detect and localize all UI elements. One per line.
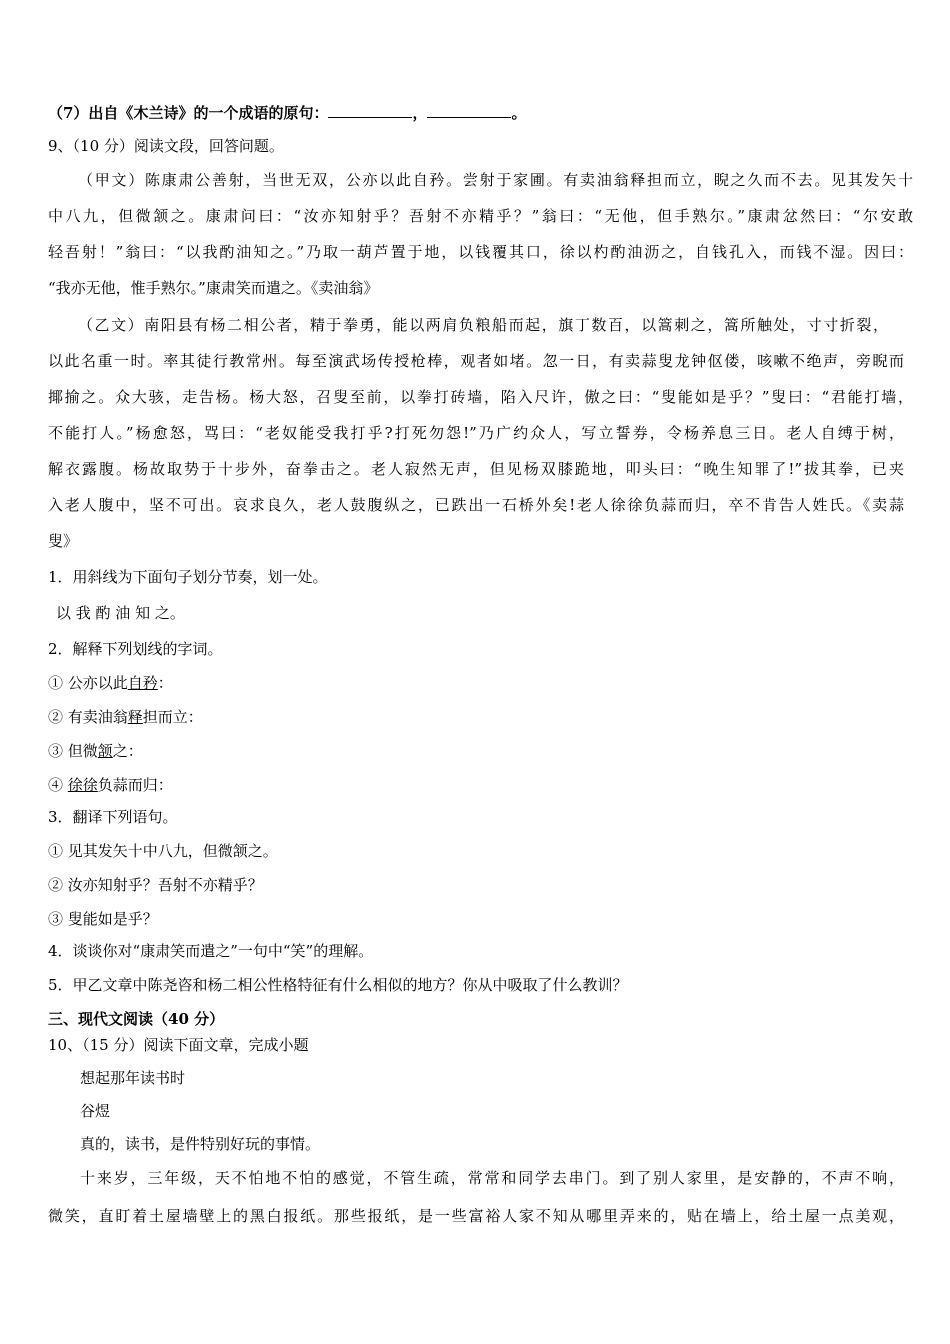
- item-text: ② 有卖油翁: [48, 708, 128, 726]
- q9-sub1-sentence: 以 我 酌 油 知 之。: [56, 604, 185, 622]
- underlined-word: 自矜: [127, 674, 158, 692]
- yi-line-5: 解衣露腹。杨故取势于十步外，奋拳击之。老人寂然无声，但见杨双膝跪地，叩头曰：“晚生知罪了!”拔其拳，已夹: [48, 460, 904, 478]
- underlined-word: 徐徐: [67, 776, 98, 794]
- article-author: 谷煜: [80, 1102, 111, 1120]
- q9-sub3-item-1: ① 见其发矢十中八九，但微颔之。: [48, 842, 278, 860]
- q9-sub2-item-4: [48, 775, 918, 795]
- item-text: 负蒜而归：: [97, 776, 173, 794]
- underlined-word: 释: [127, 708, 143, 726]
- q10-header: 10、（15 分）阅读下面文章，完成小题: [48, 1036, 309, 1054]
- yi-line-6: 入老人腹中，坚不可出。哀求良久，老人鼓腹纵之，已跌出一石桥外矣!老人徐徐负蒜而归，卒不肯告人姓氏。《卖蒜: [48, 496, 904, 514]
- item-text: 之：: [112, 742, 143, 760]
- q7-blank-2[interactable]: [427, 102, 511, 118]
- yi-line-4: 不能打人。”杨愈怒，骂曰：“老奴能受我打乎?打死勿怨!”乃广约众人，写立誓券，令杨养息三日。老人自缚于树，: [48, 424, 904, 442]
- q7-end: 。: [511, 104, 527, 122]
- q9-header: 9、（10 分）阅读文段，回答问题。: [48, 137, 284, 155]
- q9-sub3-item-2: ② 汝亦知射乎？吾射不亦精乎？: [48, 876, 263, 894]
- item-text: ③ 但微: [48, 742, 98, 760]
- jia-line-1: （甲文）陈康肃公善射，当世无双，公亦以此自矜。尝射于家圃。有卖油翁释担而立，睨之久而不去。见其发矢十: [78, 171, 913, 189]
- underlined-word: 颔: [97, 742, 113, 760]
- yi-line-2: 以此名重一时。率其徒行教常州。每至演武场传授枪棒，观者如堵。忽一日，有卖蒜叟龙钟伛偻，咳嗽不绝声，旁睨而: [48, 352, 904, 370]
- q9-sub3: 3．翻译下列语句。: [48, 808, 178, 826]
- article-paragraph-2-line-1: 十来岁，三年级，天不怕地不怕的感觉，不管生疏，常常和同学去串门。到了别人家里，是安静的，不声不响，: [80, 1169, 904, 1187]
- jia-line-4: “我亦无他，惟手熟尔。”康肃笑而遣之。《卖油翁》: [48, 279, 379, 297]
- item-text: ④: [48, 776, 68, 794]
- yi-line-3: 揶揄之。众大骇，走告杨。杨大怒，召叟至前，以拳打砖墙，陷入尺许，傲之曰：“叟能如是乎？”叟曰：“君能打墙，: [48, 388, 913, 406]
- q9-sub2: 2．解释下列划线的字词。: [48, 640, 223, 658]
- q9-sub3-item-3: ③ 叟能如是乎？: [48, 910, 158, 928]
- article-paragraph-2-line-2: 微笑，直盯着土屋墙壁上的黑白报纸。那些报纸，是一些富裕人家不知从哪里弄来的，贴在墙上，给土屋一点美观，: [48, 1207, 904, 1225]
- q7-prefix: （7）出自《木兰诗》的一个成语的原句：: [48, 104, 329, 122]
- item-text: ① 公亦以此: [48, 674, 128, 692]
- yi-line-1: （乙文）南阳县有杨二相公者，精于拳勇，能以两肩负粮船而起，旗丁数百，以篙刺之，篙所触处，寸寸折裂，: [78, 316, 888, 334]
- q9-sub1: 1．用斜线为下面句子划分节奏，划一处。: [48, 568, 328, 586]
- q7-blank-1[interactable]: [328, 102, 412, 118]
- jia-line-2: 中八九，但微颔之。康肃问曰：“汝亦知射乎？吾射不亦精乎？”翁曰：“无他，但手熟尔。”康肃忿然曰：“尔安敢: [48, 207, 913, 225]
- item-text: 担而立：: [142, 708, 203, 726]
- section3-title: 三、现代文阅读（40 分）: [48, 1010, 225, 1028]
- yi-line-7: 叟》: [48, 532, 79, 550]
- q7-line: [48, 102, 918, 123]
- q9-sub2-item-1: [48, 673, 918, 693]
- article-title: 想起那年读书时: [80, 1069, 186, 1087]
- jia-line-3: 轻吾射！”翁曰：“以我酌油知之。”乃取一葫芦置于地，以钱覆其口，徐以杓酌油沥之，自钱孔入，而钱不湿。因曰：: [48, 243, 913, 261]
- article-paragraph-1: 真的，读书，是件特别好玩的事情。: [80, 1135, 321, 1153]
- q9-sub2-item-2: [48, 707, 918, 727]
- q7-comma: ，: [412, 104, 428, 122]
- q9-sub4: 4．谈谈你对“康肃笑而遣之”一句中“笑”的理解。: [48, 942, 374, 960]
- item-text: ：: [157, 674, 173, 692]
- q9-sub5: 5．甲乙文章中陈尧咨和杨二相公性格特征有什么相似的地方？你从中吸取了什么教训？: [48, 976, 628, 994]
- q9-sub2-item-3: [48, 741, 918, 761]
